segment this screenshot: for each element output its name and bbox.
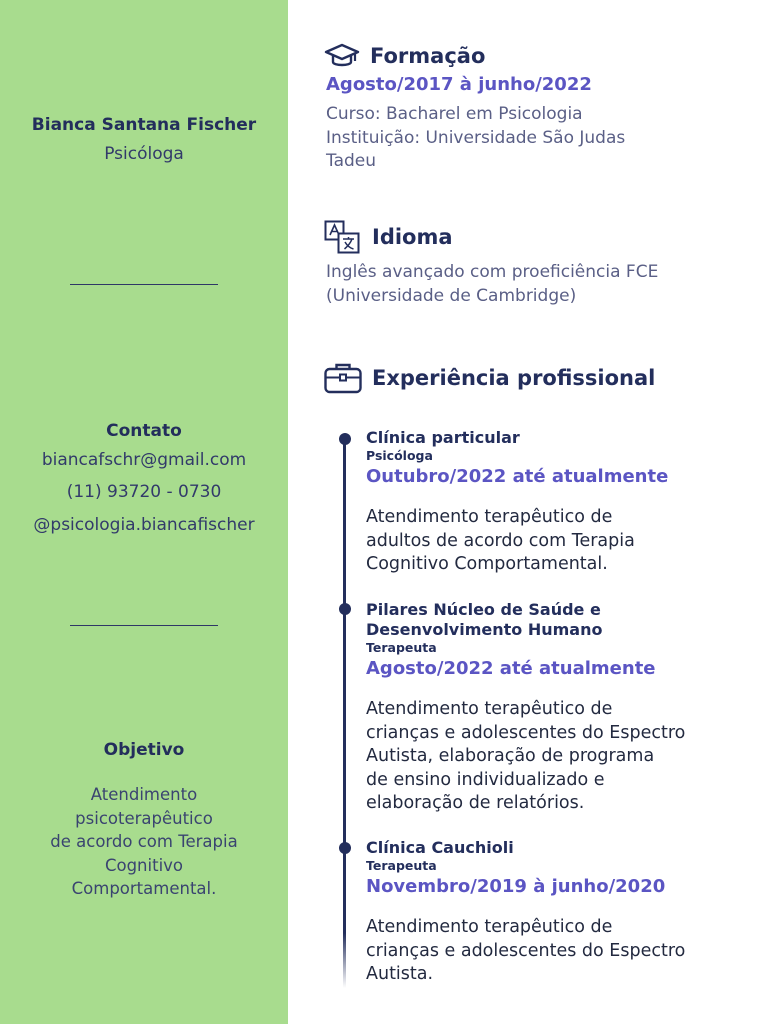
language-line: Inglês avançado com proeficiência FCE <box>326 262 659 282</box>
experience-role: Terapeuta <box>366 640 437 655</box>
education-line: Tadeu <box>326 151 377 171</box>
experience-title: Experiência profissional <box>372 366 656 390</box>
objective-line: Comportamental. <box>71 879 217 898</box>
translate-icon <box>324 220 362 254</box>
experience-description-line: crianças e adolescentes do Espectro <box>366 940 686 961</box>
briefcase-icon <box>324 362 362 394</box>
experience-item <box>366 838 751 987</box>
experience-description-line: Atendimento terapêutico de <box>366 699 613 719</box>
contact-phone[interactable]: (11) 93720 - 0730 <box>66 482 222 502</box>
experience-company: Desenvolvimento Humano <box>366 620 603 639</box>
experience-description <box>366 698 751 816</box>
education-title: Formação <box>370 44 486 68</box>
experience-item <box>366 428 751 577</box>
experience-company: Clínica Cauchioli <box>366 838 514 857</box>
experience-date: Agosto/2022 até atualmente <box>366 658 656 679</box>
objective-line: de acordo com Terapia <box>50 832 238 851</box>
experience-description-line: Cognitivo Comportamental. <box>366 554 608 574</box>
objective-text <box>0 783 288 901</box>
graduation-cap-icon <box>324 42 360 70</box>
education-line: Instituição: Universidade São Judas <box>326 127 626 148</box>
contact-email[interactable]: biancafschr@gmail.com <box>41 450 247 470</box>
education-date: Agosto/2017 à junho/2022 <box>326 74 592 95</box>
language-line: (Universidade de Cambridge) <box>326 285 577 306</box>
timeline-dot <box>339 603 351 615</box>
experience-description-line: elaboração de relatórios. <box>366 793 585 813</box>
language-title: Idioma <box>372 225 453 249</box>
sidebar-divider <box>70 284 218 285</box>
experience-description-line: Atendimento terapêutico de <box>366 917 613 937</box>
experience-description-line: Autista, elaboração de programa <box>366 746 655 766</box>
experience-description-line: adultos de acordo com Terapia <box>366 530 635 551</box>
objective-line: Atendimento <box>90 785 198 804</box>
language-details <box>326 261 658 308</box>
objective-line: Cognitivo <box>104 855 184 875</box>
experience-role: Psicóloga <box>366 448 433 463</box>
experience-heading <box>324 362 655 394</box>
experience-description-line: Atendimento terapêutico de <box>366 507 613 527</box>
contact-instagram[interactable]: @psicologia.biancafischer <box>33 515 255 535</box>
experience-description-line: Autista. <box>366 964 434 984</box>
objective-line: psicoterapêutico <box>75 808 213 828</box>
profile-role: Psicóloga <box>104 144 184 164</box>
timeline-dot <box>339 842 351 854</box>
sidebar-divider <box>70 625 218 626</box>
education-details <box>326 103 625 174</box>
education-heading <box>324 42 485 70</box>
objective-title: Objetivo <box>103 740 185 760</box>
education-line: Curso: Bacharel em Psicologia <box>326 104 583 124</box>
experience-description-line: de ensino individualizado e <box>366 769 605 790</box>
experience-description <box>366 506 751 577</box>
language-heading <box>324 220 453 254</box>
contact-title: Contato <box>106 421 182 441</box>
experience-company: Pilares Núcleo de Saúde e <box>366 600 601 619</box>
experience-role: Terapeuta <box>366 858 437 873</box>
experience-date: Novembro/2019 à junho/2020 <box>366 876 666 897</box>
timeline-line <box>343 438 346 988</box>
experience-item <box>366 600 751 816</box>
experience-description-line: crianças e adolescentes do Espectro <box>366 722 686 743</box>
profile-name: Bianca Santana Fischer <box>31 115 257 135</box>
experience-date: Outubro/2022 até atualmente <box>366 466 669 487</box>
experience-description <box>366 916 751 987</box>
experience-company: Clínica particular <box>366 428 520 447</box>
timeline-dot <box>339 433 351 445</box>
